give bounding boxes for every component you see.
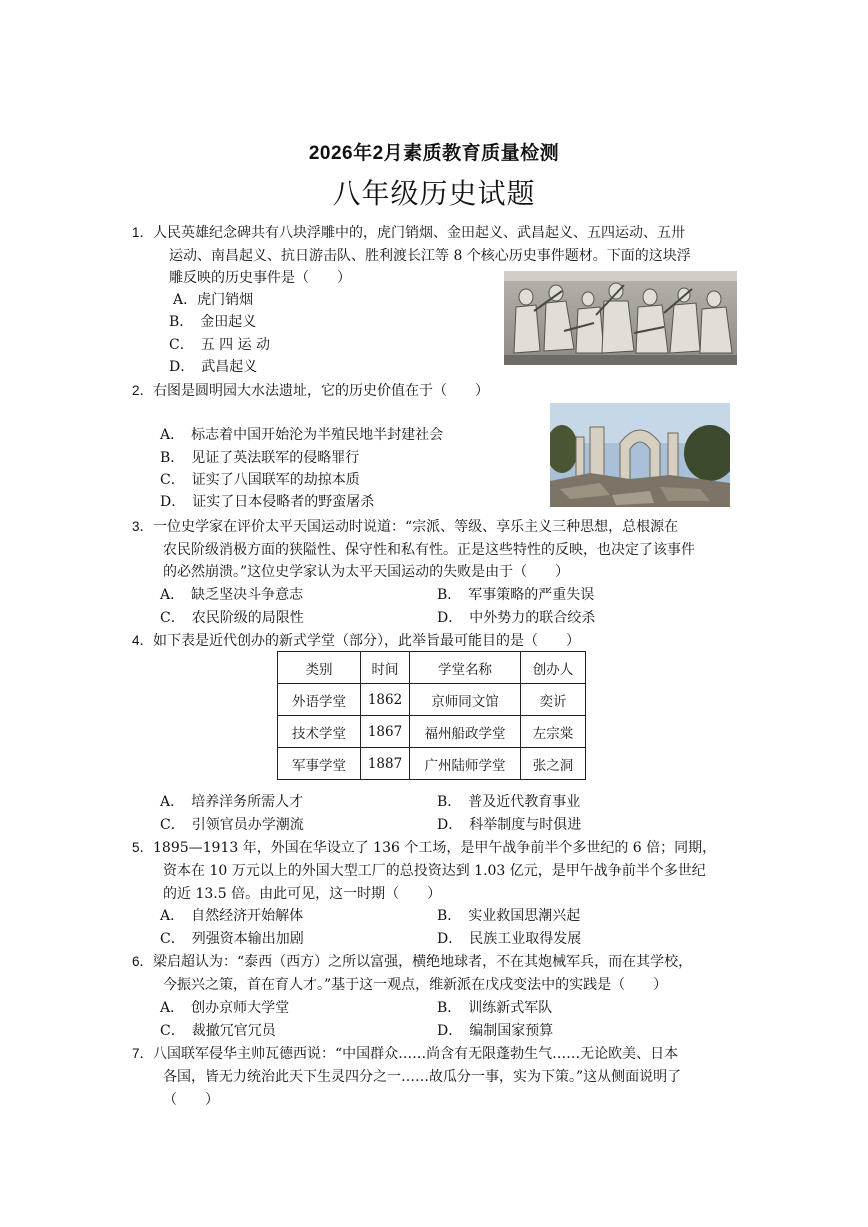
question-2-option-b: B． 见证了英法联军的侵略罪行 bbox=[160, 450, 360, 466]
question-6-number: 6． bbox=[132, 954, 154, 969]
table-row bbox=[278, 716, 586, 748]
question-5-number: 5． bbox=[132, 840, 154, 855]
question-4-option-c: C． 引领官员办学潮流 bbox=[160, 817, 304, 833]
question-5-line: 的近 13.5 倍。由此可见，这一时期（ ） bbox=[163, 886, 442, 902]
question-5-option-c: C． 列强资本输出加剧 bbox=[160, 931, 304, 947]
table-cell: 1862 bbox=[361, 684, 410, 716]
question-6-option-c: C． 裁撤冗官冗员 bbox=[160, 1023, 276, 1039]
question-2-line: 右图是圆明园大水法遗址，它的历史价值在于（ ） bbox=[153, 383, 489, 399]
question-5-option-a: A． 自然经济开始解体 bbox=[160, 908, 304, 924]
table-header-cell: 学堂名称 bbox=[410, 652, 521, 684]
question-3-option-c: C． 农民阶级的局限性 bbox=[160, 610, 304, 626]
question-7-line: 各国，皆无力统治此天下生灵四分之一……故瓜分一事，实为下策。”这从侧面说明了 bbox=[163, 1069, 682, 1085]
question-2-option-d: D． 证实了日本侵略者的野蛮屠杀 bbox=[160, 494, 375, 510]
table-cell: 奕䜣 bbox=[521, 684, 586, 716]
question-6-option-a: A． 创办京师大学堂 bbox=[160, 1000, 290, 1016]
question-2-option-c: C． 证实了八国联军的劫掠本质 bbox=[160, 472, 360, 488]
question-1-option-b: B． 金田起义 bbox=[169, 314, 257, 330]
table-cell: 1887 bbox=[361, 748, 410, 780]
question-3-option-a: A． 缺乏坚决斗争意志 bbox=[160, 587, 304, 603]
table-row bbox=[278, 748, 586, 780]
question-3-number: 3． bbox=[132, 519, 154, 534]
question-7-number: 7． bbox=[132, 1046, 154, 1061]
question-1-number: 1． bbox=[132, 225, 154, 240]
question-6-line: 梁启超认为：“泰西（西方）之所以富强，横绝地球者，不在其炮械军兵，而在其学校， bbox=[153, 954, 693, 970]
question-1-option-c: C． 五 四 运 动 bbox=[169, 337, 271, 353]
exam-subtitle: 八年级历史试题 bbox=[332, 177, 536, 210]
table-cell: 军事学堂 bbox=[278, 748, 361, 780]
question-3-option-d: D． 中外势力的联合绞杀 bbox=[437, 610, 596, 626]
yuanmingyuan-ruins-image bbox=[550, 403, 730, 507]
question-1-option-a: A．虎门销烟 bbox=[173, 292, 254, 308]
schools-table bbox=[277, 651, 586, 780]
table-cell: 左宗棠 bbox=[521, 716, 586, 748]
question-5-line: 1895—1913 年，外国在华设立了 136 个工场，是甲午战争前半个多世纪的 6 倍；同期， bbox=[153, 840, 717, 856]
table-cell: 技术学堂 bbox=[278, 716, 361, 748]
table-header-row bbox=[278, 652, 586, 684]
question-3-line: 的必然崩溃。”这位史学家认为太平天国运动的失败是由于（ ） bbox=[163, 564, 570, 580]
table-cell: 广州陆师学堂 bbox=[410, 748, 521, 780]
question-1-line: 运动、南昌起义、抗日游击队、胜利渡长江等 8 个核心历史事件题材。下面的这块浮 bbox=[169, 248, 691, 264]
table-cell: 外语学堂 bbox=[278, 684, 361, 716]
question-4-option-a: A． 培养洋务所需人才 bbox=[160, 794, 304, 810]
table-cell: 京师同文馆 bbox=[410, 684, 521, 716]
question-2-number: 2． bbox=[132, 383, 154, 398]
question-6-option-b: B． 训练新式军队 bbox=[437, 1000, 553, 1016]
table-header-cell: 类别 bbox=[278, 652, 361, 684]
question-3-line: 农民阶级消极方面的狭隘性、保守性和私有性。正是这些特性的反映，也决定了该事件 bbox=[163, 542, 695, 558]
table-header-cell: 创办人 bbox=[521, 652, 586, 684]
question-3-option-b: B． 军事策略的严重失误 bbox=[437, 587, 595, 603]
question-7-line: （ ） bbox=[163, 1092, 219, 1108]
question-1-line: 人民英雄纪念碑共有八块浮雕中的，虎门销烟、金田起义、武昌起义、五四运动、五卅 bbox=[153, 225, 685, 241]
table-cell: 福州船政学堂 bbox=[410, 716, 521, 748]
question-1-option-d: D． 武昌起义 bbox=[169, 359, 258, 375]
question-1-line: 雕反映的历史事件是（ ） bbox=[169, 270, 351, 286]
question-4-option-d: D． 科举制度与时俱进 bbox=[437, 817, 582, 833]
question-5-line: 资本在 10 万元以上的外国大型工厂的总投资达到 1.03 亿元，是甲午战争前半个多世纪 bbox=[163, 863, 706, 879]
question-6-option-d: D． 编制国家预算 bbox=[437, 1023, 554, 1039]
table-row bbox=[278, 684, 586, 716]
question-5-option-b: B． 实业救国思潮兴起 bbox=[437, 908, 581, 924]
question-4-line: 如下表是近代创办的新式学堂（部分），此举旨最可能目的是（ ） bbox=[153, 633, 580, 649]
relief-sculpture-image bbox=[504, 271, 737, 365]
question-6-line: 今振兴之策，首在育人才。”基于这一观点，维新派在戊戌变法中的实践是（ ） bbox=[163, 977, 668, 993]
question-7-line: 八国联军侵华主帅瓦德西说：“中国群众……尚含有无限蓬勃生气……无论欧美、日本 bbox=[153, 1046, 679, 1062]
question-2-option-a: A． 标志着中国开始沦为半殖民地半封建社会 bbox=[160, 427, 444, 443]
question-4-option-b: B． 普及近代教育事业 bbox=[437, 794, 581, 810]
table-cell: 张之洞 bbox=[521, 748, 586, 780]
exam-title: 2026年2月素质教育质量检测 bbox=[308, 143, 560, 164]
table-cell: 1867 bbox=[361, 716, 410, 748]
question-4-number: 4． bbox=[132, 633, 154, 648]
table-header-cell: 时间 bbox=[361, 652, 410, 684]
question-5-option-d: D． 民族工业取得发展 bbox=[437, 931, 582, 947]
question-3-line: 一位史学家在评价太平天国运动时说道：“宗派、等级、享乐主义三种思想，总根源在 bbox=[153, 519, 679, 535]
